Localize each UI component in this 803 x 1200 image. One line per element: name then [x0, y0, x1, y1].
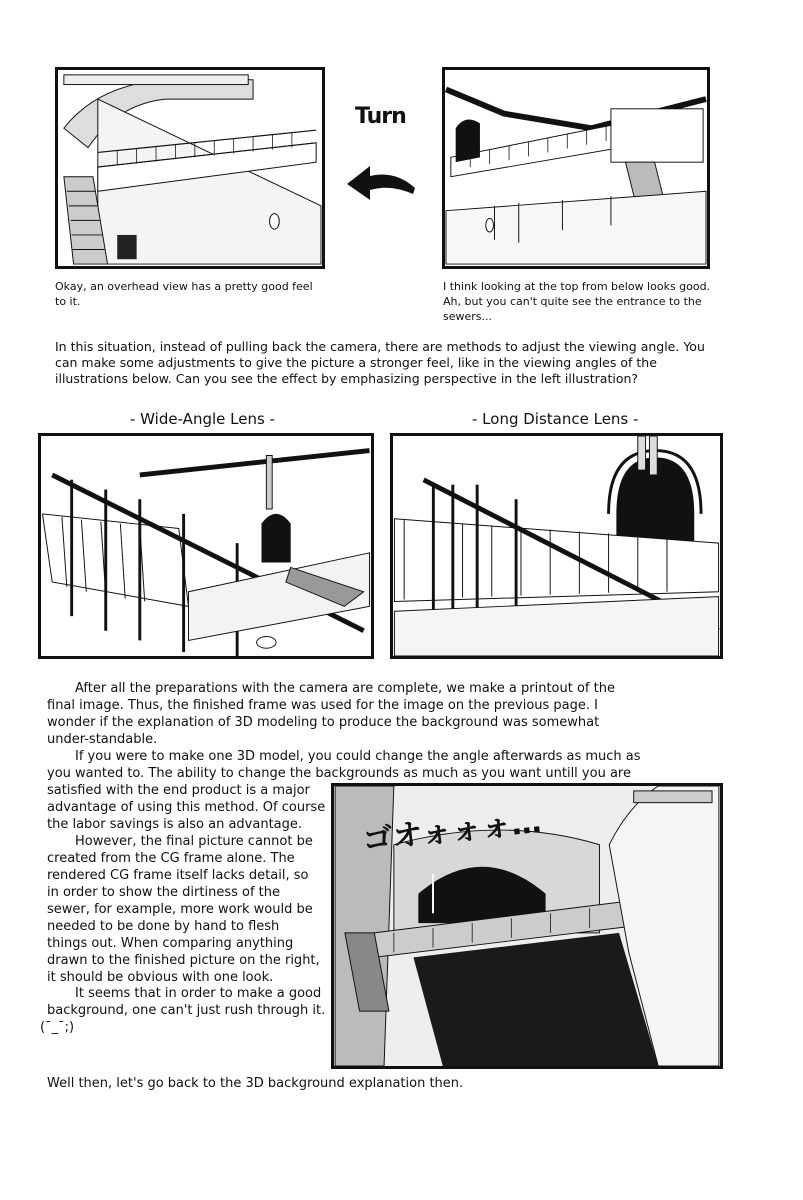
below-view-illustration [445, 70, 707, 266]
emoticon: (¯_¯;) [40, 1020, 75, 1035]
long-distance-illustration [393, 436, 720, 656]
overhead-view-panel [55, 67, 325, 269]
paragraph-1: After all the preparations with the camera are complete, we make a printout of the final image. Thus, the finished frame was used for the image on the previous page. I wonder if the explanation of 3D modeling to produce the background was somewhat under-standable. [47, 681, 615, 747]
paragraph-3: However, the final picture cannot be created from the CG frame alone. The rendered CG frame itself lacks detail, so in order to show the dirtiness of the sewer, for example, more work would be needed to be done by hand to flesh things out. When comparing anything drawn to the finished picture on the right, it should be obvious with one look. [47, 834, 320, 985]
finished-picture-panel [331, 783, 723, 1069]
paragraph-2b: satisfied with the end product is a major advantage of using this method. Of course the labor savings is also an advantage. [47, 783, 326, 832]
caption-below: I think looking at the top from below looks good. Ah, but you can't quite see the entrance to the sewers... [443, 280, 711, 323]
wide-angle-lens-label: - Wide-Angle Lens - [130, 410, 275, 428]
wide-angle-panel [38, 433, 374, 659]
turn-arrow-icon [345, 160, 417, 202]
long-distance-lens-label: - Long Distance Lens - [472, 410, 639, 428]
below-view-panel [442, 67, 710, 269]
paragraph-4: It seems that in order to make a good background, one can't just rush through it. [47, 986, 326, 1018]
wide-angle-illustration [41, 436, 371, 656]
closing-line: Well then, let's go back to the 3D background explanation then. [47, 1076, 464, 1091]
sound-effect-text: ゴオォォォ… [361, 804, 543, 859]
long-distance-panel [390, 433, 723, 659]
caption-overhead: Okay, an overhead view has a pretty good feel to it. [55, 280, 313, 308]
paragraph-2a: If you were to make one 3D model, you could change the angle afterwards as much as you wanted to. The ability to change the backgrounds as much as you want untill you are [47, 749, 641, 781]
turn-label: Turn [355, 104, 406, 129]
overhead-view-illustration [58, 70, 322, 266]
intro-paragraph: In this situation, instead of pulling back the camera, there are methods to adjust the viewing angle. You can make some adjustments to give the picture a stronger feel, like in the viewing angles of the illustrations below. Can you see the effect by emphasizing perspective in the left illustration? [55, 339, 705, 386]
